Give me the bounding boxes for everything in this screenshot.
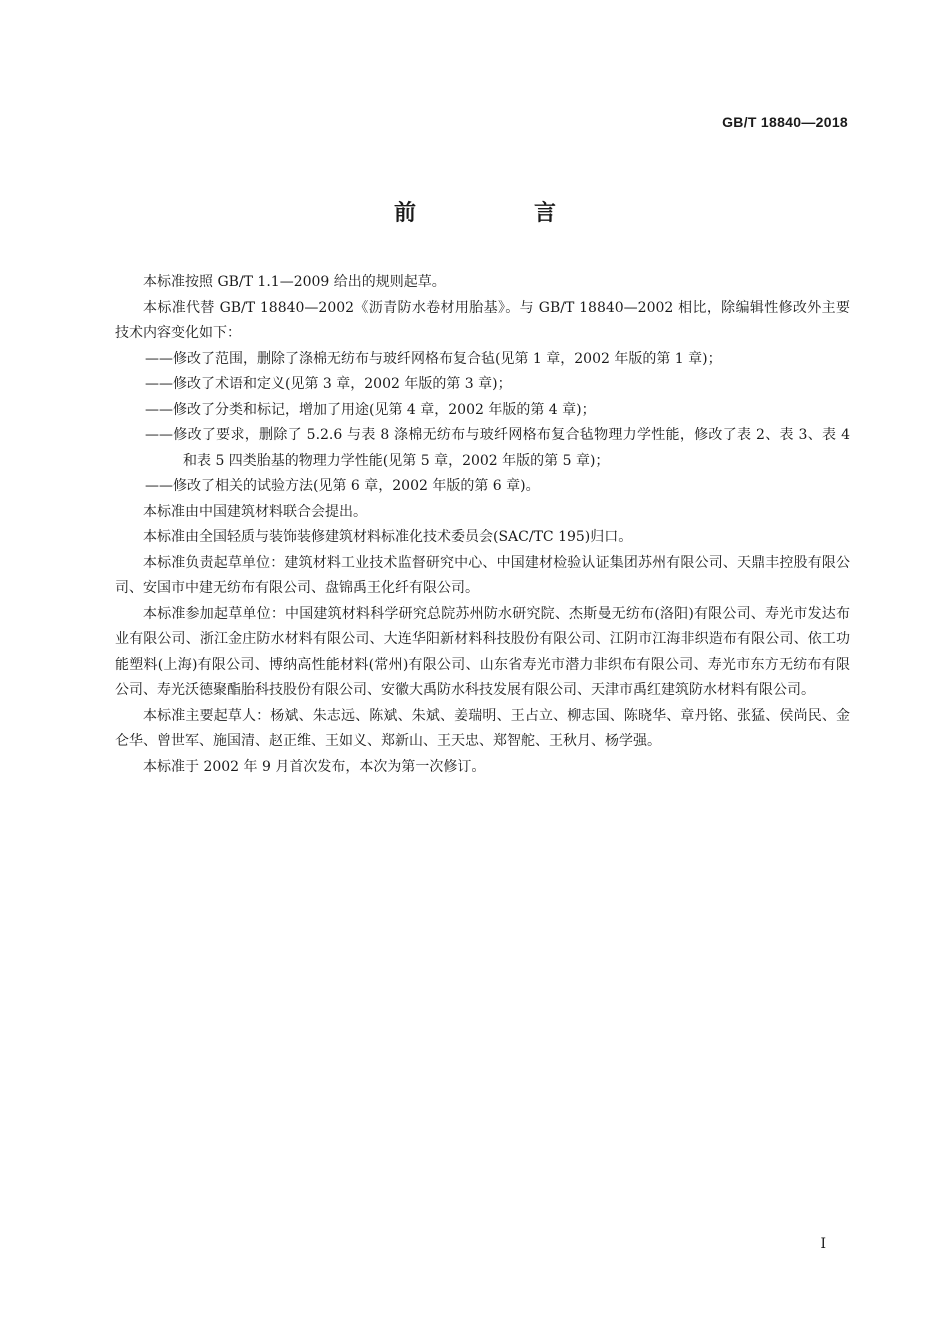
page-number: I xyxy=(820,1236,826,1252)
page-title: 前 言 xyxy=(393,201,604,226)
paragraph-main-drafters: 本标准主要起草人：杨斌、朱志远、陈斌、朱斌、姜瑞明、王占立、柳志国、陈晓华、章丹铭、张猛、侯尚民、金仑华、曾世军、施国清、赵正维、王如义、郑新山、王天忠、郑智舵、王秋月、杨学强。 xyxy=(115,707,850,749)
standard-code: GB/T 18840—2018 xyxy=(722,114,848,130)
change-item: ——修改了范围，删除了涤棉无纺布与玻纤网格布复合毡(见第 1 章，2002 年版的第 1 章)； xyxy=(145,350,722,367)
change-item: ——修改了分类和标记，增加了用途(见第 4 章，2002 年版的第 4 章)； xyxy=(145,401,596,418)
change-item: ——修改了术语和定义(见第 3 章，2002 年版的第 3 章)； xyxy=(145,376,512,392)
paragraph-release-history: 本标准于 2002 年 9 月首次发布，本次为第一次修订。 xyxy=(143,758,486,775)
change-item: ——修改了要求，删除了 5.2.6 与表 8 涤棉无纺布与玻纤网格布复合毡物理力学性能，修改了表 2、表 3、表 4 和表 5 四类胎基的物理力学性能(见第 5 章，2002 年版的第 5 章)； xyxy=(145,427,850,469)
change-item: ——修改了相关的试验方法(见第 6 章，2002 年版的第 6 章)。 xyxy=(145,478,540,494)
paragraph-managed-by: 本标准由全国轻质与装饰装修建筑材料标准化技术委员会(SAC/TC 195)归口。 xyxy=(143,529,633,545)
paragraph-replaces: 本标准代替 GB/T 18840—2002《沥青防水卷材用胎基》。与 GB/T 18840—2002 相比，除编辑性修改外主要技术内容变化如下： xyxy=(115,299,850,341)
paragraph-drafting-rules: 本标准按照 GB/T 1.1—2009 给出的规则起草。 xyxy=(143,274,446,290)
paragraph-proposed-by: 本标准由中国建筑材料联合会提出。 xyxy=(143,503,367,520)
paragraph-participating-drafters: 本标准参加起草单位：中国建筑材料科学研究总院苏州防水研究院、杰斯曼无纺布(洛阳)有限公司、寿光市发达布业有限公司、浙江金庄防水材料有限公司、大连华阳新材料科技股份有限公司、江阴市江海非织造布有限公司、依工功能塑料(上海)有限公司、博纳高性能材料(常州)有限公司、山东省寿光市潜力非织布有限公司、寿光市东方无纺布有限公司、寿光沃德聚酯胎科技股份有限公司、安徽大禹防水科技发展有限公司、天津市禹红建筑防水材料有限公司。 xyxy=(115,605,850,698)
paragraph-lead-drafters: 本标准负责起草单位：建筑材料工业技术监督研究中心、中国建材检验认证集团苏州有限公司、天鼎丰控股有限公司、安国市中建无纺布有限公司、盘锦禹王化纤有限公司。 xyxy=(115,554,850,596)
foreword-body xyxy=(115,270,850,780)
